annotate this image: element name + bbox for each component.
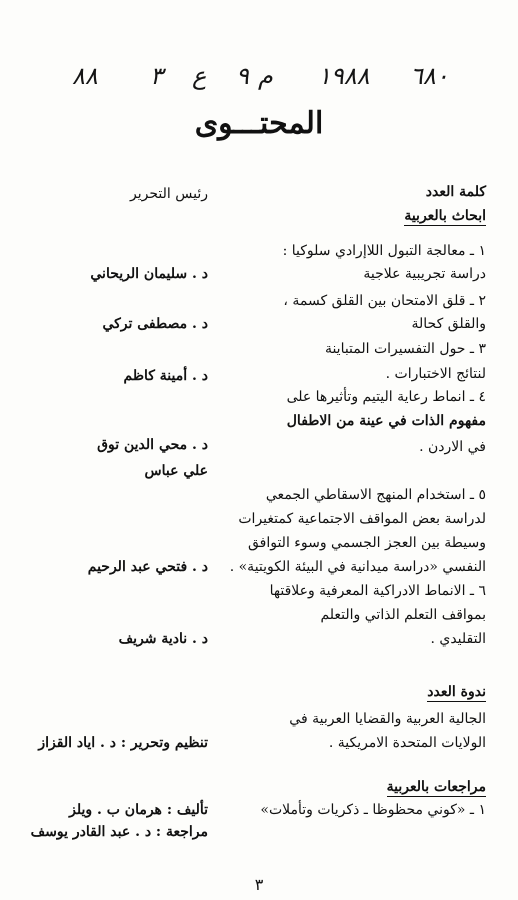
symposium-heading — [427, 683, 486, 701]
reviews-heading — [387, 778, 486, 796]
toc-line-7: ٤ ـ انماط رعاية اليتيم وتأثيرها على — [286, 389, 486, 405]
toc-author-4b: علي عباس — [144, 463, 208, 479]
toc-author-1: د . سليمان الريحاني — [90, 266, 208, 282]
toc-line-5: ٣ ـ حول التفسيرات المتباينة — [324, 341, 486, 357]
research-heading-text: ابحاث بالعربية — [404, 208, 486, 224]
toc-author-2: د . مصطفى تركي — [102, 316, 208, 332]
handwritten-note-f: ١٩٨٨ — [318, 62, 370, 90]
handwritten-note-d: ٩ — [236, 62, 249, 90]
toc-author-6: د . نادية شريف — [118, 631, 208, 647]
handwritten-note-e: م — [258, 62, 273, 90]
handwritten-note-g: ٦٨٠ — [410, 62, 449, 90]
reviews-heading-text: مراجعات بالعربية — [386, 779, 486, 795]
reviews-author: تأليف : هرمان ب . ويلز — [69, 802, 208, 818]
toc-line-12: وسيطة بين العجز الجسمي وسوء التوافق — [247, 535, 486, 551]
issue-word-heading: كلمة العدد — [425, 184, 486, 200]
toc-line-13: النفسي «دراسة ميدانية في البيئة الكويتية» . — [229, 559, 486, 575]
toc-author-4: د . محي الدين توق — [97, 437, 208, 453]
toc-line-1: ١ ـ معالجة التبول اللاإرادي سلوكيا : — [282, 243, 486, 259]
reviews-line-1: ١ ـ «كوني محظوظا ـ ذكريات وتأملات» — [260, 802, 486, 818]
toc-line-14: ٦ ـ الانماط الادراكية المعرفية وعلاقتها — [269, 583, 486, 599]
toc-author-3: د . أمينة كاظم — [123, 368, 208, 384]
toc-author-5: د . فتحي عبد الرحيم — [87, 559, 208, 575]
toc-line-3: ٢ ـ قلق الامتحان بين القلق كسمة ، — [283, 293, 486, 309]
toc-line-6: لنتائج الاختبارات . — [385, 366, 486, 382]
toc-line-2: دراسة تجريبية علاجية — [363, 266, 486, 282]
handwritten-note-c: ع — [192, 62, 207, 90]
symposium-line-2: الولايات المتحدة الامريكية . — [328, 735, 486, 751]
page-number: ٣ — [254, 875, 264, 894]
symposium-author: تنظيم وتحرير : د . اياد القزاز — [38, 735, 208, 751]
research-heading — [404, 207, 486, 225]
reviews-reviewer: مراجعة : د . عبد القادر يوسف — [30, 824, 208, 840]
page-title: المحتـــوى — [194, 106, 324, 141]
toc-line-10: ٥ ـ استخدام المنهج الاسقاطي الجمعي — [265, 487, 486, 503]
handwritten-note-b: ٣ — [150, 62, 163, 90]
toc-line-8: مفهوم الذات في عينة من الاطفال — [286, 413, 486, 429]
toc-line-9: في الاردن . — [419, 439, 486, 455]
toc-line-16: التقليدي . — [430, 631, 486, 647]
symposium-line-1: الجالية العربية والقضايا العربية في — [289, 711, 486, 727]
toc-line-11: لدراسة بعض المواقف الاجتماعية كمتغيرات — [238, 511, 486, 527]
symposium-heading-text: ندوة العدد — [427, 684, 486, 700]
handwritten-note-a: ٨٨ — [72, 62, 98, 90]
toc-line-4: والقلق كحالة — [411, 316, 486, 332]
toc-line-15: بمواقف التعلم الذاتي والتعلم — [320, 607, 486, 623]
issue-word-author: رئيس التحرير — [130, 186, 208, 202]
